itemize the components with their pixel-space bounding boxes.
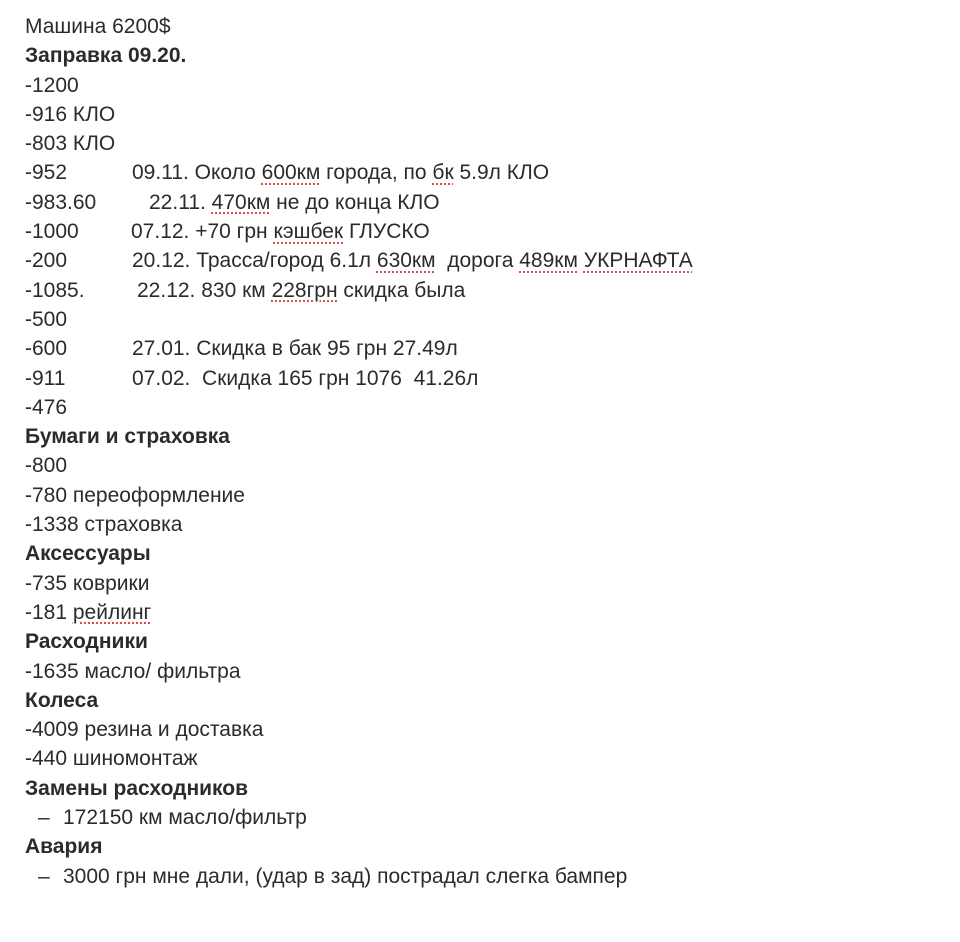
- expense-line: -780 переоформление: [25, 483, 245, 507]
- section-heading: Заправка 09.20.: [25, 44, 187, 68]
- expense-amount: -1085.: [25, 278, 85, 302]
- misspelled-word: кэшбек: [273, 220, 344, 244]
- misspelled-word: 228грн: [271, 278, 338, 302]
- section-heading: Бумаги и страховка: [25, 425, 230, 449]
- entry-description: [137, 276, 465, 305]
- misspelled-word: 600км: [261, 161, 321, 185]
- expense-line: -800: [25, 454, 68, 478]
- expense-line: -1200: [25, 73, 79, 97]
- entry-description: [132, 334, 458, 363]
- expense-line: -4009 резина и доставка: [25, 718, 264, 742]
- expense-line: -803 КЛО: [25, 132, 116, 156]
- entry-description: [132, 364, 478, 393]
- text-segment: 07.02. Скидка 165 грн 1076 41.26л: [132, 366, 479, 390]
- section-heading: Авария: [25, 835, 103, 859]
- fuel-entry-line: [25, 276, 945, 305]
- bullet-text: 172150 км масло/фильтр: [63, 806, 307, 830]
- text-segment: ГЛУСКО: [343, 220, 430, 244]
- fuel-entry-line: [25, 246, 945, 275]
- entry-description: [132, 246, 693, 275]
- text-segment: 07.12. +70 грн: [131, 220, 274, 244]
- expense-amount: -1000: [25, 220, 79, 244]
- section-heading: Замены расходников: [25, 776, 249, 800]
- note-title-line: Машина 6200$: [25, 15, 171, 38]
- fuel-entry-line: [25, 334, 945, 363]
- text-segment: 09.11. Около: [132, 161, 262, 185]
- fuel-entry-line: [25, 158, 945, 187]
- text-segment: дорога: [435, 249, 520, 273]
- expense-amount: -952: [25, 161, 68, 185]
- expense-line: -1635 масло/ фильтра: [25, 659, 241, 683]
- text-segment: 20.12. Трасса/город 6.1л: [132, 249, 377, 273]
- expense-line: -1338 страховка: [25, 513, 183, 537]
- expense-amount: -983.60: [25, 190, 97, 214]
- bullet-item: [25, 803, 945, 832]
- text-segment: 5.9л КЛО: [453, 161, 550, 185]
- section-heading: Аксессуары: [25, 542, 151, 566]
- misspelled-word: бк: [432, 161, 454, 185]
- bullet-dash: –: [38, 864, 50, 888]
- note-body[interactable]: [25, 12, 945, 891]
- misspelled-word: рейлинг: [72, 600, 152, 624]
- expense-amount: -600: [25, 337, 68, 361]
- fuel-entry-line: [25, 188, 945, 217]
- expense-amount: -200: [25, 249, 68, 273]
- bullet-item: [25, 862, 945, 891]
- expense-amount: -911: [25, 366, 66, 390]
- expense-line: -916 КЛО: [25, 102, 116, 126]
- text-segment: скидка была: [337, 278, 466, 302]
- bullet-dash: –: [38, 806, 50, 830]
- text-segment: города, по: [320, 161, 433, 185]
- misspelled-word: УКРНАФТА: [583, 249, 693, 273]
- text-segment: 22.12. 830 км: [137, 278, 272, 302]
- expense-line: -735 коврики: [25, 571, 150, 595]
- expense-line: -476: [25, 395, 68, 419]
- expense-line: [25, 598, 945, 627]
- entry-description: [132, 158, 549, 187]
- text-segment: 22.11.: [149, 190, 212, 214]
- expense-line: -440 шиномонтаж: [25, 747, 198, 771]
- section-heading: Колеса: [25, 688, 99, 712]
- fuel-entry-line: [25, 364, 945, 393]
- misspelled-word: 489км: [519, 249, 578, 273]
- bullet-text: 3000 грн мне дали, (удар в зад) пострадал слегка бампер: [63, 864, 628, 888]
- text-segment: -181: [25, 600, 73, 624]
- entry-description: [149, 188, 440, 217]
- entry-description: [131, 217, 430, 246]
- text-segment: 27.01. Скидка в бак 95 грн 27.49л: [132, 337, 458, 361]
- misspelled-word: 470км: [211, 190, 271, 214]
- text-segment: не до конца КЛО: [270, 190, 440, 214]
- fuel-entry-line: [25, 217, 945, 246]
- expense-line: -500: [25, 307, 68, 331]
- misspelled-word: 630км: [376, 249, 436, 273]
- section-heading: Расходники: [25, 630, 148, 654]
